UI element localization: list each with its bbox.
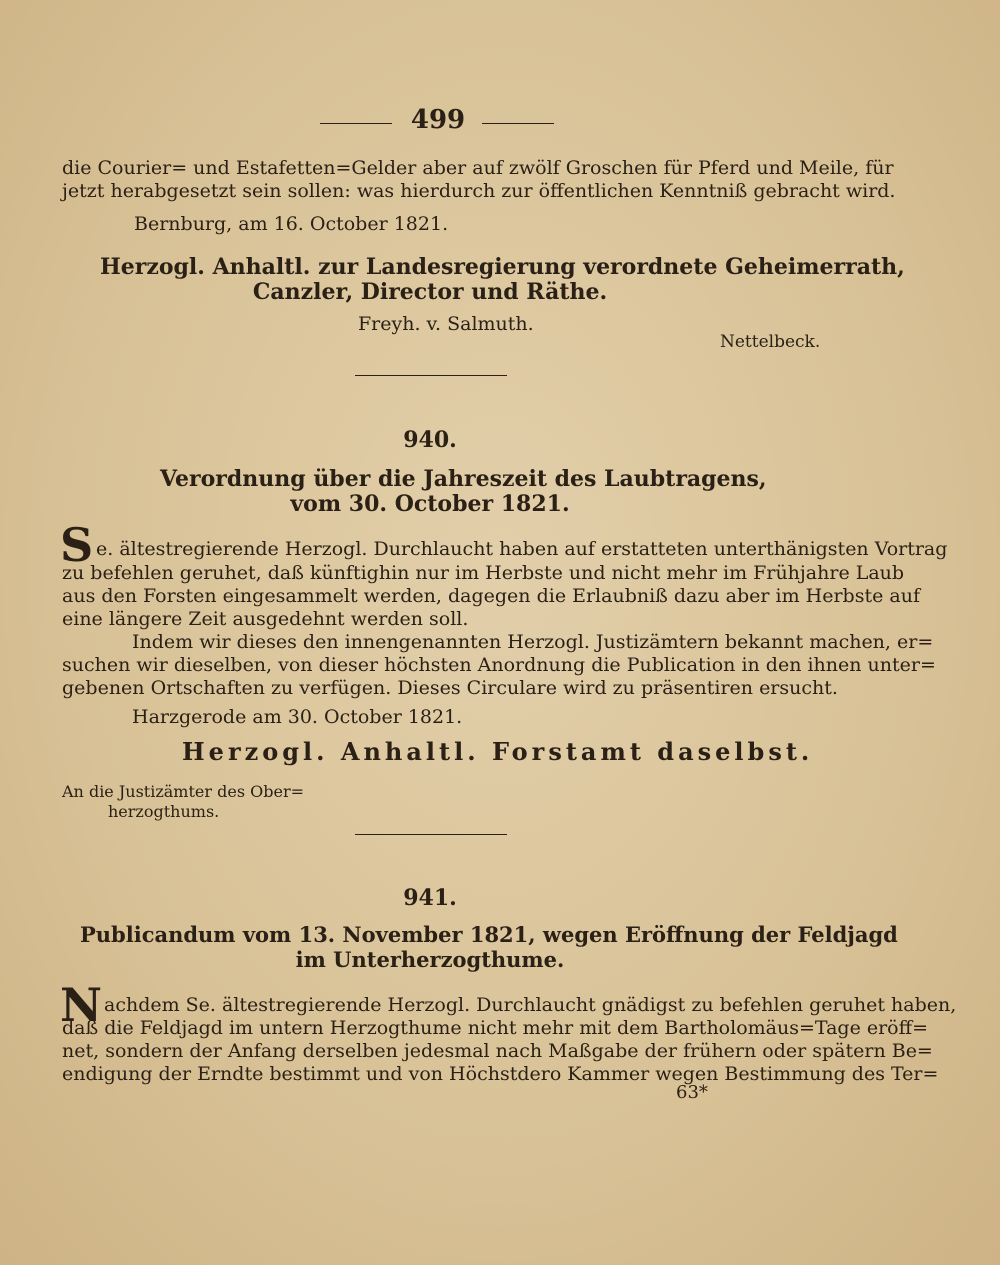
header-rule-left — [320, 123, 392, 124]
address-line-2: herzogthums. — [108, 802, 220, 821]
section-941-title-line-2: im Unterherzogthume. — [295, 947, 565, 972]
place-date-harzgerode: Harzgerode am 30. October 1821. — [132, 706, 463, 728]
address-line-1: An die Justizämter des Ober= — [62, 782, 304, 801]
section-940-p1-line-1: e. ältestregierende Herzogl. Durchlaucht haben auf erstatteten unterthänigsten Vortrag — [96, 538, 948, 560]
section-941-p1-line-1: achdem Se. ältestregierende Herzogl. Durchlaucht gnädigst zu befehlen geruhet haben, — [104, 994, 957, 1016]
section-940-p2-line-3: gebenen Ortschaften zu verfügen. Dieses Circulare wird zu präsentiren ersucht. — [62, 677, 838, 699]
section-940-p2-line-1: Indem wir dieses den innengenannten Herzogl. Justizämtern bekannt machen, er= — [132, 631, 934, 653]
section-divider-1 — [355, 375, 507, 376]
section-940-p1-line-3: aus den Forsten eingesammelt werden, dagegen die Erlaubniß dazu aber im Herbste auf — [62, 585, 920, 607]
continuation-line-2: jetzt herabgesetzt sein sollen: was hierdurch zur öffentlichen Kenntniß gebracht wird. — [62, 180, 896, 202]
section-940-title-line-1: Verordnung über die Jahreszeit des Laubtragens, — [160, 466, 767, 492]
section-941-number: 941. — [403, 885, 457, 911]
section-940-initial: S — [60, 518, 94, 572]
section-941-p1-line-2: daß die Feldjagd im untern Herzogthume nicht mehr mit dem Bartholomäus=Tage eröff= — [62, 1017, 929, 1039]
signature-mark: 63* — [676, 1082, 708, 1103]
section-941-p1-line-3: net, sondern der Anfang derselben jedesmal nach Maßgabe der frühern oder spätern Be= — [62, 1040, 933, 1062]
section-941-title-line-1: Publicandum vom 13. November 1821, wegen Eröffnung der Feldjagd — [80, 922, 898, 947]
authority-landesregierung-line-2: Canzler, Director und Räthe. — [252, 279, 608, 305]
section-940-p1-line-4: eine längere Zeit ausgedehnt werden soll. — [62, 608, 469, 630]
signatory-salmuth: Freyh. v. Salmuth. — [358, 313, 534, 335]
section-940-p2-line-2: suchen wir dieselben, von dieser höchsten Anordnung die Publication in den ihnen unter= — [62, 654, 936, 676]
authority-forstamt: Herzogl. Anhaltl. Forstamt daselbst. — [182, 737, 814, 766]
section-941-initial: N — [60, 978, 103, 1032]
section-divider-2 — [355, 834, 507, 835]
authority-landesregierung-line-1: Herzogl. Anhaltl. zur Landesregierung verordnete Geheimerrath, — [100, 254, 905, 280]
continuation-line-1: die Courier= und Estafetten=Gelder aber auf zwölf Groschen für Pferd und Meile, für — [62, 157, 894, 179]
section-940-p1-line-2: zu befehlen geruhet, daß künftighin nur im Herbste und nicht mehr im Frühjahre Laub — [62, 562, 905, 584]
place-date-bernburg: Bernburg, am 16. October 1821. — [134, 213, 449, 235]
header-rule-right — [482, 123, 554, 124]
section-940-number: 940. — [403, 427, 457, 453]
section-940-title-line-2: vom 30. October 1821. — [290, 491, 570, 517]
page-number: 499 — [410, 105, 466, 135]
signatory-nettelbeck: Nettelbeck. — [720, 332, 821, 352]
section-941-p1-line-4: endigung der Erndte bestimmt und von Höchstdero Kammer wegen Bestimmung des Ter= — [62, 1063, 939, 1085]
